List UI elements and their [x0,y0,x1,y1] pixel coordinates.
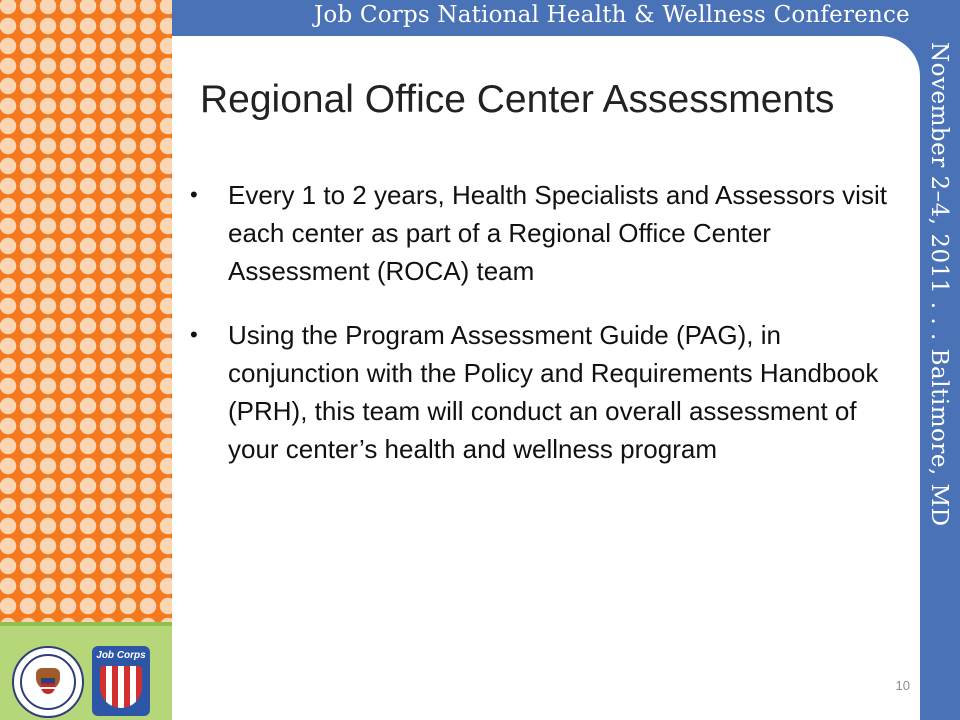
date-location-text: November 2–4, 2011 . . . Baltimore, MD [926,42,952,527]
bullet-item [190,316,890,468]
job-corps-logo-icon [92,646,150,716]
job-corps-shield-stripes [100,666,142,708]
conference-title: Job Corps National Health & Wellness Conference [314,2,910,28]
shield-icon [41,678,55,694]
bullet-dot-icon: • [190,182,198,207]
bullet-text: Using the Program Assessment Guide (PAG), in conjunction with the Policy and Requirements Handbook (PRH), this team will conduct an overall assessment of your center’s health and wellness program [228,320,879,464]
date-location-container [924,42,958,552]
orange-dot-pattern-panel [0,0,172,622]
bullet-item [190,176,890,290]
banner-corner-curve [872,36,920,84]
bullet-text: Every 1 to 2 years, Health Specialists and Assessors visit each center as part of a Regional Office Center Assessment (ROCA) team [228,180,887,286]
conference-banner [172,0,960,36]
page-number: 10 [895,678,910,693]
slide-title: Regional Office Center Assessments [200,78,835,121]
bullet-list [190,176,890,494]
dot-pattern [0,0,172,622]
job-corps-logo-text: Job Corps [96,650,146,661]
bullet-dot-icon: • [190,322,198,347]
department-of-labor-seal-icon [12,646,84,718]
